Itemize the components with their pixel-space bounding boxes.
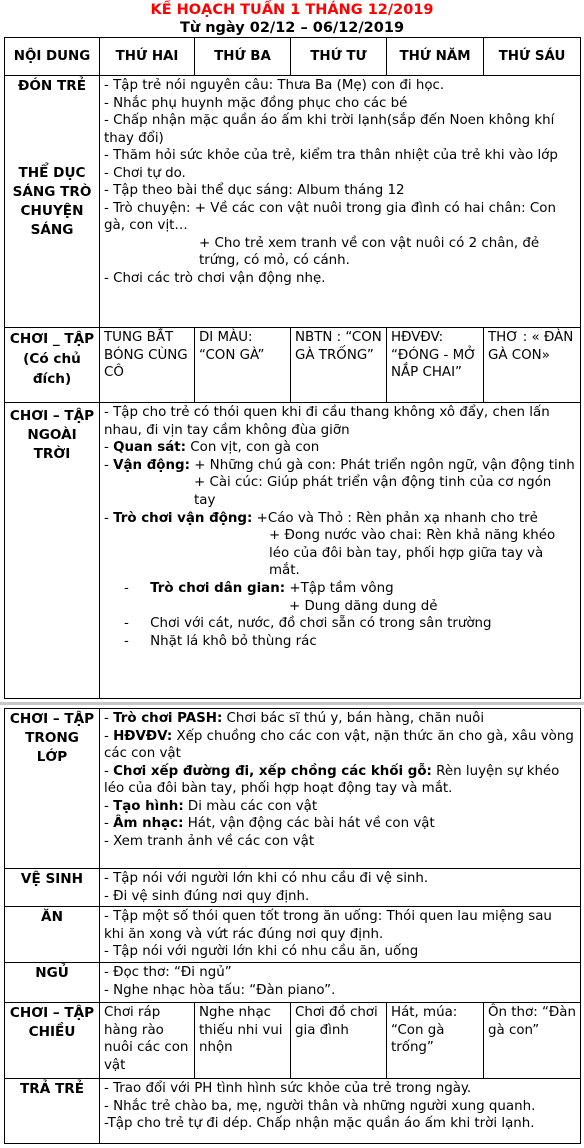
- activity-cell: DI MÀU: “CON GÀ”: [195, 328, 291, 403]
- hdvdv-text: Xếp chuồng cho các con vật, nặn thức ăn cho gà, xâu vòng các con vật: [104, 728, 574, 761]
- list-item: - Tập nói với người lớn khi có nhu cầu ăn, uống: [104, 944, 419, 959]
- list-item: - Trò chuyện: + Về các con vật nuôi trong gia đình có hai chân: Con gà, con vịt…: [104, 200, 556, 233]
- row-label: CHƠI – TẬP NGOÀI TRỜI: [5, 403, 100, 699]
- la-text: Nhặt lá khô bỏ thùng rác: [150, 633, 317, 649]
- row-choi-tap: [5, 328, 581, 403]
- list-item: - Đọc thơ: “Đi ngủ”: [104, 965, 232, 980]
- list-item: - Tập một số thói quen tốt trong ăn uống: Thói quen lau miệng sau khi ăn xong và vứt rác đúng nơi quy định.: [104, 909, 552, 942]
- list-item: - Nhắc phụ huynh mặc đồng phục cho các bé: [104, 95, 408, 111]
- header-row: [5, 38, 581, 76]
- tcvd-label: Trò chơi vận động:: [113, 510, 253, 526]
- list-item: - Trao đổi với PH tình hình sức khỏe của trẻ trong ngày.: [104, 1081, 472, 1096]
- row-trong-lop: [5, 709, 581, 869]
- row-content: [100, 709, 581, 869]
- cat-text: Chơi với cát, nước, đồ chơi sẵn có trong sân trường: [150, 616, 492, 632]
- list-item: - Chấp nhận mặc quần áo ấm khi trời lạnh(sắp đến Noen không khí thay đổi): [104, 113, 555, 146]
- activity-cell: NBTN : “CON GÀ TRỐNG”: [291, 328, 387, 403]
- list-item: -Tập cho trẻ tự đi dép. Chấp nhận mặc quần áo ấm khi trời lạnh.: [104, 1116, 535, 1131]
- xep-label: Chơi xếp đường đi, xếp chồng các khối gỗ:: [113, 763, 432, 779]
- row-label: NGỦ: [5, 963, 100, 1003]
- row-label: VỆ SINH: [5, 869, 100, 907]
- list-item: - HĐVĐV: Xếp chuồng cho các con vật, nặn thức ăn cho gà, xâu vòng các con vật: [104, 728, 574, 761]
- activity-cell: THƠ : « ĐÀN GÀ CON»: [484, 328, 581, 403]
- row-label: CHƠI – TẬP TRONG LỚP: [5, 709, 100, 869]
- row-label: CHƠI _ TẬP (Có chủ đích): [5, 328, 100, 403]
- list-item: - Tạo hình: Di màu các con vật: [104, 798, 318, 814]
- date-range: Từ ngày 02/12 – 06/12/2019: [179, 20, 405, 36]
- page-break: [0, 702, 584, 705]
- am-nhac-text: Hát, vận động các bài hát về con vật: [183, 816, 435, 831]
- label-the-duc: THỂ DỤC SÁNG TRÒ CHUYỆN SÁNG: [12, 165, 92, 238]
- list-item: + Dung dăng dung dẻ: [289, 598, 438, 614]
- plan-table-bottom: [4, 708, 581, 1144]
- row-label: ĂN: [5, 907, 100, 963]
- list-item: - Nhắc trẻ chào ba, mẹ, người thân và những người xung quanh.: [104, 1098, 536, 1114]
- row-label: TRẢ TRẺ: [5, 1079, 100, 1144]
- dan-gian-label: Trò chơi dân gian:: [150, 580, 286, 596]
- list-item: - Quan sát: Con vịt, con gà con: [104, 440, 320, 456]
- activity-cell: Ôn thơ: “Đàn gà con”: [484, 1003, 581, 1079]
- pash-label: Trò chơi PASH:: [113, 711, 223, 726]
- list-item: - Tập cho trẻ có thói quen khi đi cầu thang không xô đẩy, chen lấn nhau, đi vịn tay cầm không đùa giỡn: [104, 405, 550, 438]
- activity-cell: Chơi ráp hàng rào nuôi các con vật: [100, 1003, 195, 1079]
- header-day: THỨ TƯ: [291, 38, 387, 76]
- dan-gian-text: +Tập tầm vông: [285, 580, 394, 596]
- activity-cell: HĐVĐV: “ĐÓNG - MỞ NẮP CHAI”: [387, 328, 484, 403]
- list-item: - Đi vệ sinh đúng nơi quy định.: [104, 888, 310, 904]
- list-item: - Tập nói với người lớn khi có nhu cầu đi vệ sinh.: [104, 871, 429, 886]
- header-day: THỨ BA: [195, 38, 291, 76]
- row-chieu: [5, 1003, 581, 1079]
- quan-sat-text: Con vịt, con gà con: [186, 440, 320, 456]
- header-content: NỘI DUNG: [5, 38, 100, 76]
- row-ve-sinh: [5, 869, 581, 907]
- row-ngoai-troi: [5, 403, 581, 699]
- list-item: - Chơi xếp đường đi, xếp chồng các khối gỗ: Rèn luyện sự khéo léo của đôi bàn tay, phối hợp hoạt động tay và mắt.: [104, 763, 560, 796]
- list-item: - Chơi các trò chơi vận động nhẹ.: [104, 270, 326, 286]
- pash-text: Chơi bác sĩ thú y, bán hàng, chăn nuôi: [222, 711, 485, 726]
- van-dong-label: Vận động:: [113, 457, 190, 473]
- row-label: CHƠI – TẬP CHIỀU: [5, 1003, 100, 1079]
- list-item: - Trò chơi PASH: Chơi bác sĩ thú y, bán hàng, chăn nuôi: [104, 711, 485, 726]
- list-item: - Chơi tự do.: [104, 165, 186, 181]
- list-item: - Âm nhạc: Hát, vận động các bài hát về con vật: [104, 816, 435, 831]
- list-item: - Nghe nhạc hòa tấu: “Đàn piano”.: [104, 982, 336, 998]
- hdvdv-label: HĐVĐV:: [113, 728, 173, 744]
- list-item: - Vận động: + Những chú gà con: Phát triển ngôn ngữ, vận động tinh: [104, 457, 575, 473]
- quan-sat-label: Quan sát:: [113, 440, 187, 456]
- row-label: [5, 76, 100, 328]
- xep-text: Rèn luyện sự khéo léo của đôi bàn tay, phối hợp hoạt động tay và mắt.: [104, 763, 560, 796]
- am-nhac-label: Âm nhạc:: [113, 816, 184, 831]
- list-item: + Đong nước vào chai: Rèn khả năng khéo léo của đôi bàn tay, phối hợp giữa tay và mắt.: [269, 528, 556, 579]
- row-content: [100, 963, 581, 1003]
- list-item: - Trò chơi vận động: +Cáo và Thỏ : Rèn phản xạ nhanh cho trẻ: [104, 510, 538, 526]
- row-don-tre: [5, 76, 581, 328]
- header-day: THỨ HAI: [100, 38, 195, 76]
- list-item: - Trò chơi dân gian: +Tập tầm vông: [124, 580, 394, 596]
- header-day: THỨ NĂM: [387, 38, 484, 76]
- list-item: - Thăm hỏi sức khỏe của trẻ, kiểm tra thân nhiệt của trẻ khi vào lớp: [104, 148, 558, 163]
- list-item: - Tập trẻ nói nguyên câu: Thưa Ba (Mẹ) con đi học.: [104, 78, 445, 93]
- row-content: [100, 1079, 581, 1144]
- plan-table-top: [4, 37, 581, 699]
- header-day: THỨ SÁU: [484, 38, 581, 76]
- row-content: [100, 907, 581, 963]
- list-item: + Cài cúc: Giúp phát triển vận động tinh của cơ ngón tay: [194, 475, 552, 508]
- list-item: + Cho trẻ xem tranh về con vật nuôi có 2 chân, đẻ trứng, có mỏ, có cánh.: [199, 235, 540, 268]
- page-title: KẾ HOẠCH TUẦN 1 THÁNG 12/2019: [150, 2, 434, 18]
- list-item: - Tập theo bài thể dục sáng: Album tháng 12: [104, 183, 405, 198]
- tao-hinh-label: Tạo hình:: [113, 798, 184, 814]
- tcvd-text: +Cáo và Thỏ : Rèn phản xạ nhanh cho trẻ: [252, 510, 538, 526]
- row-ngu: [5, 963, 581, 1003]
- row-content: [100, 403, 581, 699]
- row-tra-tre: [5, 1079, 581, 1144]
- list-item: - Chơi với cát, nước, đồ chơi sẵn có trong sân trường: [124, 616, 492, 632]
- row-content: [100, 76, 581, 328]
- van-dong-text: + Những chú gà con: Phát triển ngôn ngữ, vận động tinh: [189, 457, 575, 473]
- activity-cell: TUNG BẮT BÓNG CÙNG CÔ: [100, 328, 195, 403]
- label-don-tre: ĐÓN TRẺ: [17, 78, 87, 94]
- row-an: [5, 907, 581, 963]
- activity-cell: Nghe nhạc thiếu nhi vui nhộn: [195, 1003, 291, 1079]
- row-content: [100, 869, 581, 907]
- list-item: - Xem tranh ảnh về các con vật: [104, 833, 315, 849]
- activity-cell: Chơi đồ chơi gia đình: [291, 1003, 387, 1079]
- list-item: - Nhặt lá khô bỏ thùng rác: [124, 633, 317, 649]
- tao-hinh-text: Di màu các con vật: [183, 798, 318, 814]
- label-spacer: [9, 96, 95, 164]
- activity-cell: Hát, múa: “Con gà trống”: [387, 1003, 484, 1079]
